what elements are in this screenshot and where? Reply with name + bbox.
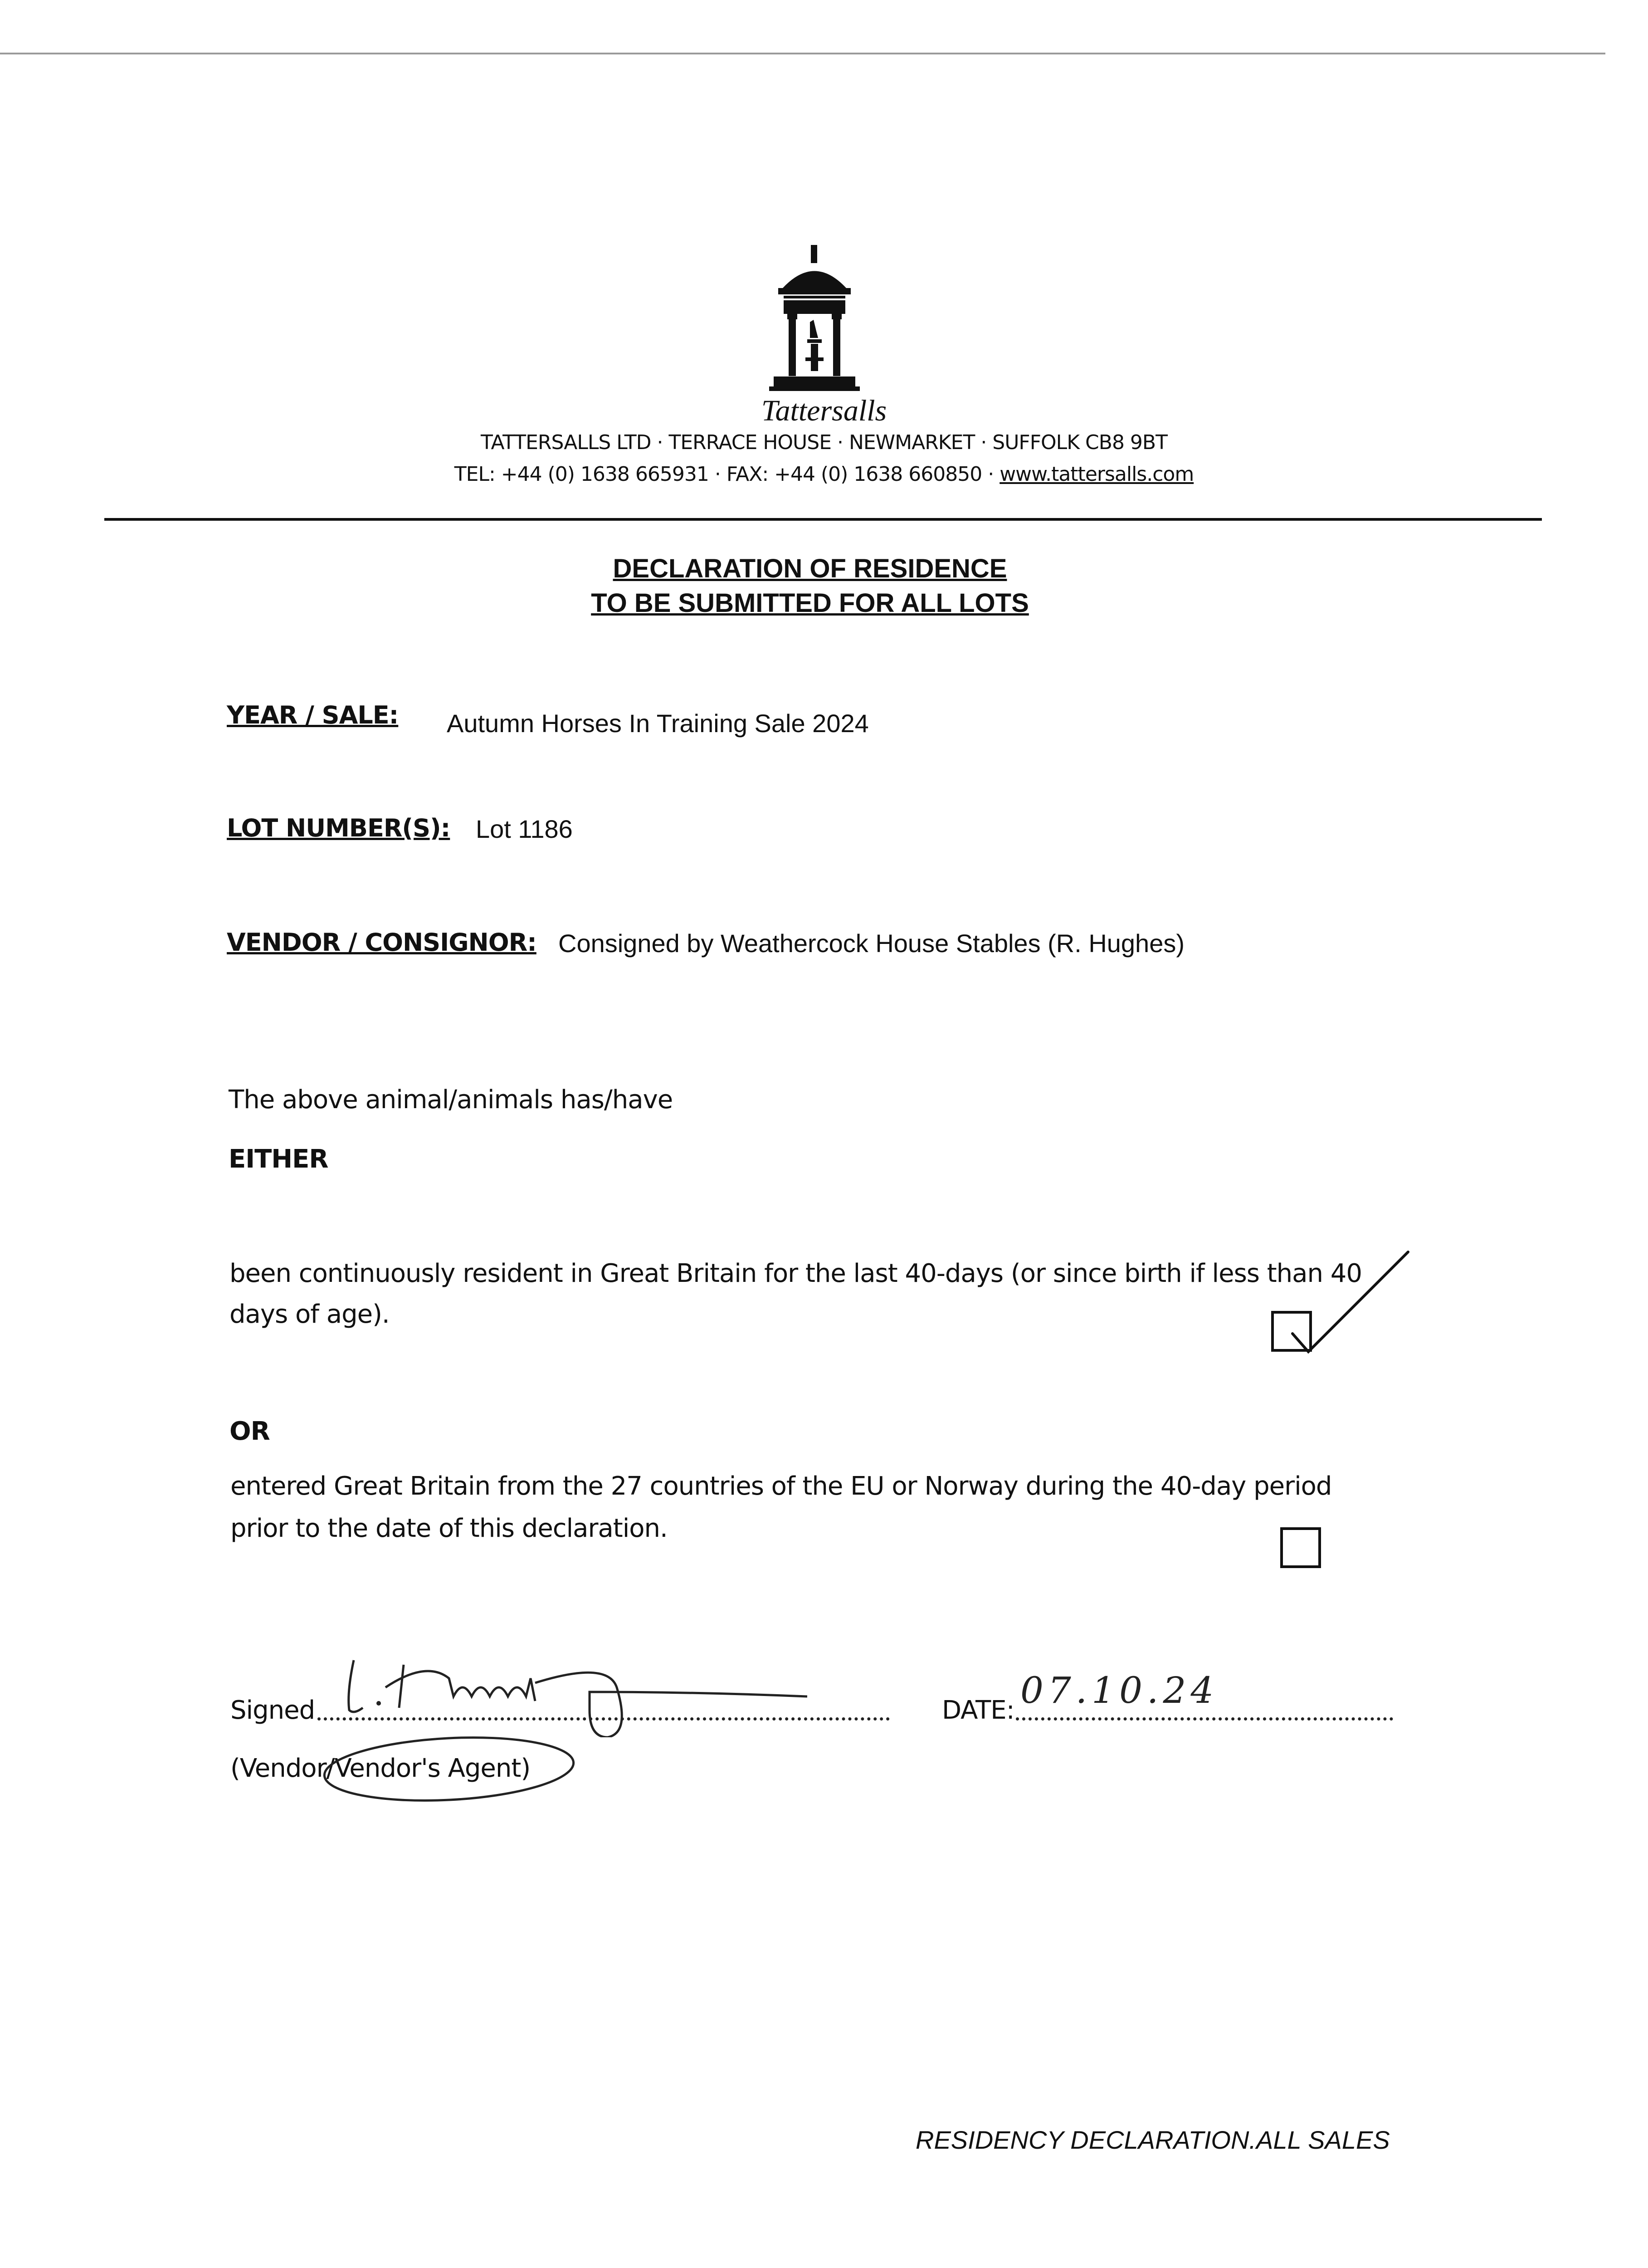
intro-text: The above animal/animals has/have [229,1085,673,1114]
year-sale-value: Autumn Horses In Training Sale 2024 [447,709,869,738]
option1-line1: been continuously resident in Great Britain for the last 40-days (or since birth if less than 40 [229,1259,1362,1288]
option2-line1: entered Great Britain from the 27 countries of the EU or Norway during the 40-day period [230,1471,1332,1501]
vendor-label: VENDOR / CONSIGNOR: [227,928,536,957]
vendor-value: Consigned by Weathercock House Stables (R. Hughes) [558,929,1185,958]
option2-checkbox[interactable] [1280,1527,1321,1568]
option2-line2: prior to the date of this declaration. [230,1514,668,1543]
contact-numbers: TEL: +44 (0) 1638 665931 · FAX: +44 (0) 1638 660850 · [454,463,1000,486]
or-label: OR [229,1417,270,1446]
date-line [1016,1717,1393,1721]
title-line-2: TO BE SUBMITTED FOR ALL LOTS [591,588,1029,618]
lot-number-label: LOT NUMBER(S): [227,814,450,842]
address-line: TATTERSALLS LTD · TERRACE HOUSE · NEWMARKET · SUFFOLK CB8 9BT [481,431,1167,454]
brand-name: Tattersalls [761,394,887,427]
header-divider [104,518,1542,521]
option1-line2: days of age). [229,1300,390,1329]
contact-line [0,463,1648,486]
date-value: 07.10.24 [1020,1669,1219,1711]
checkmark-icon [1283,1243,1410,1361]
lot-number-value: Lot 1186 [476,815,573,843]
signed-label: Signed [230,1696,315,1725]
scan-edge-line [0,53,1605,54]
tattersalls-logo [760,245,869,395]
role-circle-mark [317,1728,590,1805]
either-label: EITHER [229,1144,328,1174]
year-sale-label: YEAR / SALE: [227,701,399,729]
signer-role-label: (Vendor/Vendor's Agent) [230,1754,531,1783]
title-line-1: DECLARATION OF RESIDENCE [613,554,1007,583]
handwritten-signature [336,1651,807,1737]
date-label: DATE: [942,1696,1014,1725]
footer-reference: RESIDENCY DECLARATION.ALL SALES [916,2126,1390,2154]
website-link[interactable]: www.tattersalls.com [1000,463,1194,486]
